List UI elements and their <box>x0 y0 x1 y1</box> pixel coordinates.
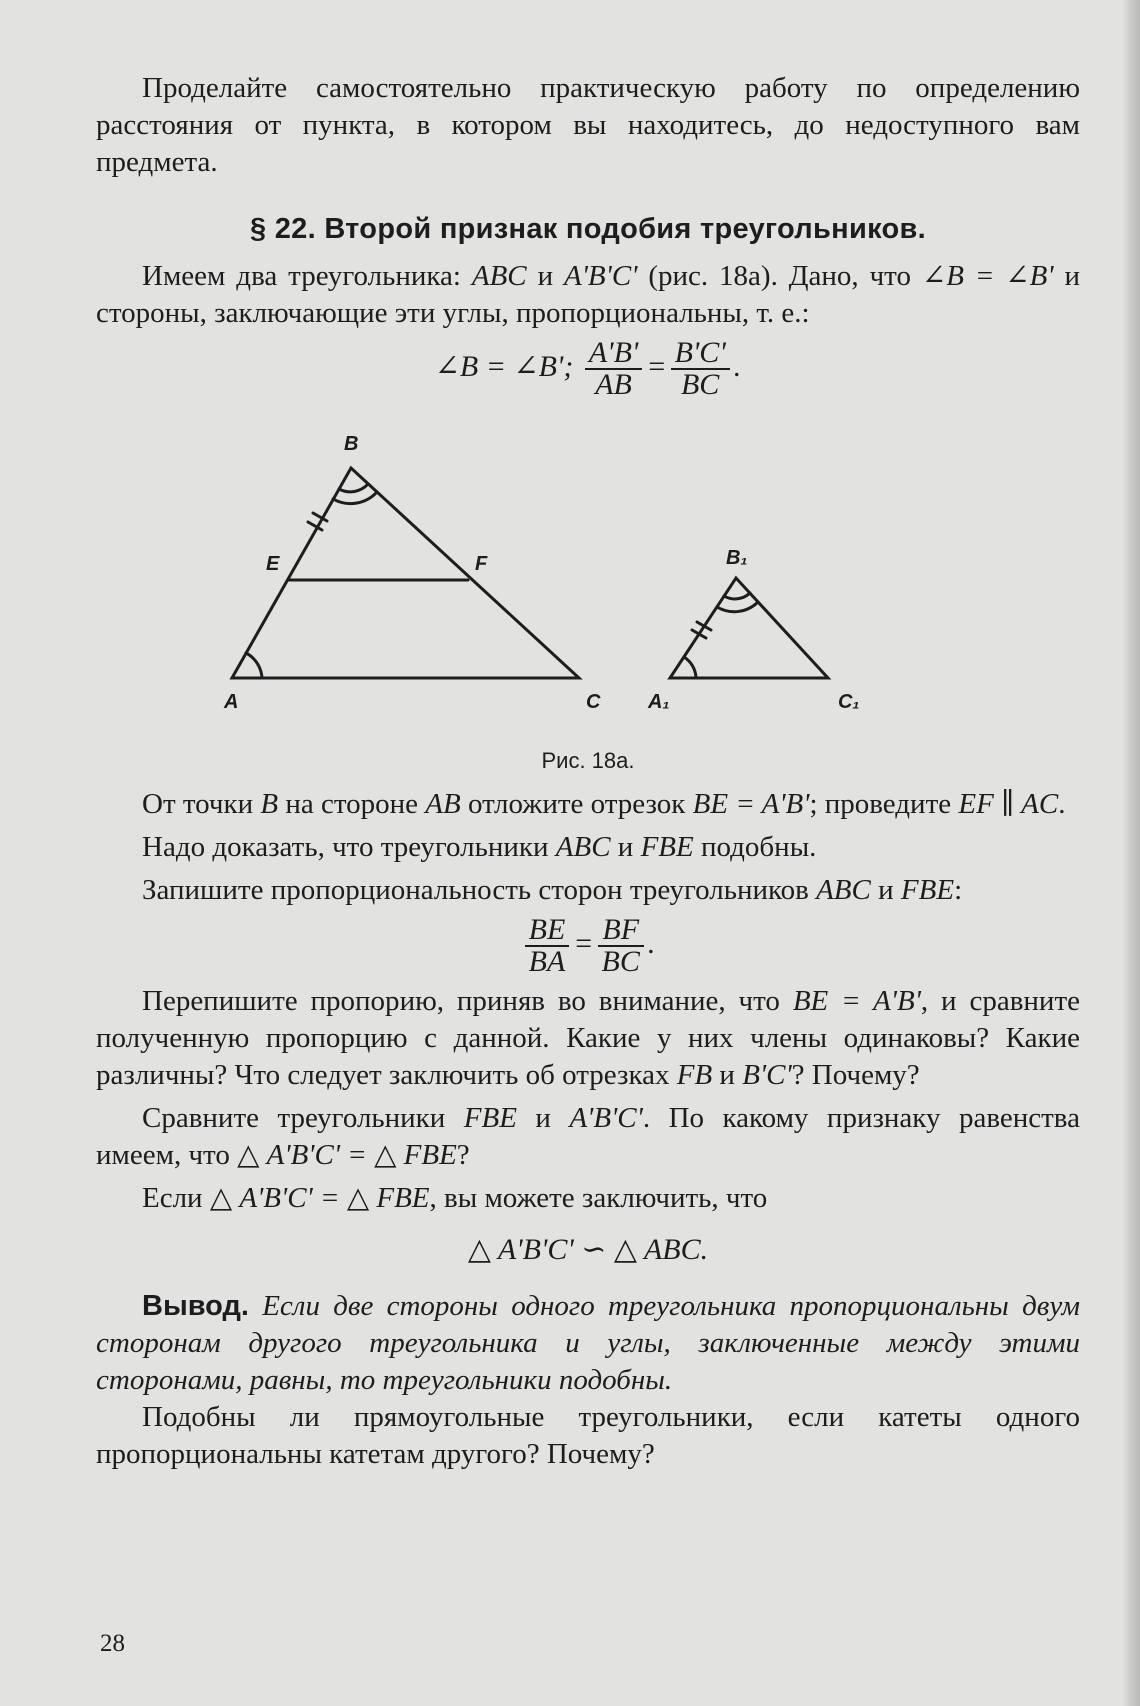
conclusion-paragraph <box>96 1288 1080 1399</box>
page-number: 28 <box>100 1630 125 1657</box>
angle-arc-b-inner <box>339 484 368 492</box>
fraction-denominator: BC <box>680 368 720 401</box>
fraction-denominator: BC <box>601 945 640 978</box>
triangles-diagram <box>96 406 1080 746</box>
prove-fbe: FBE <box>640 831 694 863</box>
write-abc: ABC <box>816 874 871 906</box>
rewrite-text-1: Перепишите пропор <box>142 985 400 1017</box>
construct-text-5: . <box>1058 788 1066 820</box>
compare-text-4: ? <box>456 1139 470 1171</box>
label-a: A <box>224 691 239 713</box>
proportion-formula-2 <box>96 915 1080 977</box>
write-text-3: : <box>954 874 963 906</box>
fraction-right <box>671 338 730 400</box>
compare-eq: △ A'B'C' = △ FBE <box>237 1139 457 1171</box>
write-text-1: Запишите пропорциональность сторон треугольников <box>142 874 817 906</box>
question-paragraph: Подобны ли прямоугольные треугольники, если катеты одного пропорциональны катетам другого? Почему? <box>96 1401 1080 1470</box>
construction-paragraph <box>96 786 1080 823</box>
write-paragraph <box>96 872 1080 909</box>
equals-sign: = <box>573 926 594 960</box>
construct-text-1: От точки <box>142 788 261 820</box>
fraction-numerator: A'B' <box>585 338 642 370</box>
fraction-numerator: BF <box>598 915 644 947</box>
construct-be: BE = A'B' <box>692 788 810 820</box>
fraction-left <box>585 338 642 400</box>
angle-equality: ∠B = ∠B'; <box>434 349 574 383</box>
similarity-formula: △ A'B'C' ∽ △ ABC. <box>467 1233 709 1266</box>
construct-b: B <box>260 788 279 820</box>
given-a1b1c1: A'B'C' <box>564 260 638 292</box>
intro-paragraph: Проделайте самостоятельно практическую работу по определению расстояния от пункта, в котором вы находитесь, до недоступного вам предмета. <box>96 72 1080 178</box>
section-heading: § 22. Второй признак подобия треугольников. <box>249 213 927 245</box>
fraction-denominator: AB <box>595 368 632 401</box>
rewrite-text-6: ? Почему? <box>791 1059 920 1091</box>
angle-arc-b1-outer <box>717 602 758 612</box>
if-eq: △ A'B'C' = △ FBE <box>209 1182 430 1214</box>
given-and: и <box>526 260 565 292</box>
tick-a1b1-1 <box>692 630 706 638</box>
prove-paragraph <box>96 829 1080 866</box>
given-paragraph <box>96 258 1080 332</box>
fraction-right <box>598 915 644 977</box>
fraction-left <box>525 915 570 977</box>
triangle-abc <box>232 468 579 678</box>
angle-arc-a1 <box>684 657 696 678</box>
prove-text-3: подобны. <box>693 831 817 863</box>
compare-text-2: и <box>516 1102 570 1134</box>
rewrite-fb: FB <box>676 1059 713 1091</box>
given-text-3: и стороны, заключающие эти углы, пропорциональны, т. е.: <box>96 260 1080 329</box>
write-text-2: и <box>870 874 901 906</box>
page-edge-shadow <box>1122 0 1140 1706</box>
fraction-numerator: BE <box>525 915 570 947</box>
compare-paragraph <box>96 1100 1080 1174</box>
fraction-denominator: BA <box>528 945 566 978</box>
rewrite-paragraph <box>96 983 1080 1094</box>
construct-text-4: ; проведите <box>809 788 959 820</box>
rewrite-text-4: Что следует заключить об отрезках <box>234 1059 677 1091</box>
formula-end: . <box>647 926 656 960</box>
rewrite-text-3: , и сравните полученную пропорцию с данной. Какие у них члены одинаковы? Какие различны? <box>96 985 1080 1091</box>
if-text-2: , вы можете заключить, что <box>429 1182 768 1214</box>
compare-text-1: Сравните треугольники <box>142 1102 464 1134</box>
write-fbe: FBE <box>900 874 955 906</box>
label-e: E <box>266 553 280 575</box>
given-angles: ∠B = ∠B' <box>921 260 1054 292</box>
compare-fbe: FBE <box>463 1102 517 1134</box>
fraction-numerator: B'C' <box>671 338 730 370</box>
conclusion-text: Если две стороны одного треугольника пропорциональны двум сторонам другого треугольника и углы, заключенные между этими сторонами, равны, то треугольники подобны. <box>96 1290 1080 1396</box>
label-b1: B₁ <box>726 547 748 569</box>
rewrite-text-5: и <box>712 1059 743 1091</box>
book-page <box>96 70 1080 1473</box>
construct-text-3: отложите отрезок <box>460 788 693 820</box>
formula-end: . <box>733 349 742 383</box>
angle-arc-b1-inner <box>724 593 750 599</box>
compare-text-3: . По какому признаку равенства имеем, что <box>96 1102 1080 1171</box>
given-text-2: (рис. 18а). Дано, что <box>637 260 922 292</box>
equals-sign: = <box>646 349 667 383</box>
angle-arc-b-outer <box>333 492 377 504</box>
prove-text-2: и <box>610 831 641 863</box>
if-text-1: Если <box>142 1182 210 1214</box>
rewrite-bc: B'C' <box>742 1059 792 1091</box>
label-c: C <box>586 691 601 713</box>
label-a1: A₁ <box>648 691 670 713</box>
prove-text-1: Надо доказать, что треугольники <box>142 831 556 863</box>
compare-a1b1c1: A'B'C' <box>569 1102 643 1134</box>
prove-abc: ABC <box>555 831 611 863</box>
if-paragraph <box>96 1180 1080 1217</box>
given-abc: ABC <box>471 260 527 292</box>
given-text-1: Имеем два треугольника: <box>142 260 472 292</box>
figure-caption: Рис. 18а. <box>541 748 635 773</box>
proportion-formula-1 <box>96 338 1080 400</box>
label-c1: C₁ <box>838 691 860 713</box>
rewrite-be: BE = A'B' <box>792 985 921 1017</box>
figure-18a <box>96 406 1080 786</box>
label-b: B <box>344 433 359 455</box>
construct-text-2: на стороне <box>278 788 426 820</box>
label-f: F <box>475 553 488 575</box>
conclusion-label: Вывод. <box>142 1290 249 1322</box>
construct-ab: AB <box>425 788 461 820</box>
rewrite-text-2: ию, приняв во внимание, что <box>399 985 793 1017</box>
angle-arc-a <box>246 653 262 678</box>
construct-ef: EF ∥ AC <box>958 788 1059 820</box>
